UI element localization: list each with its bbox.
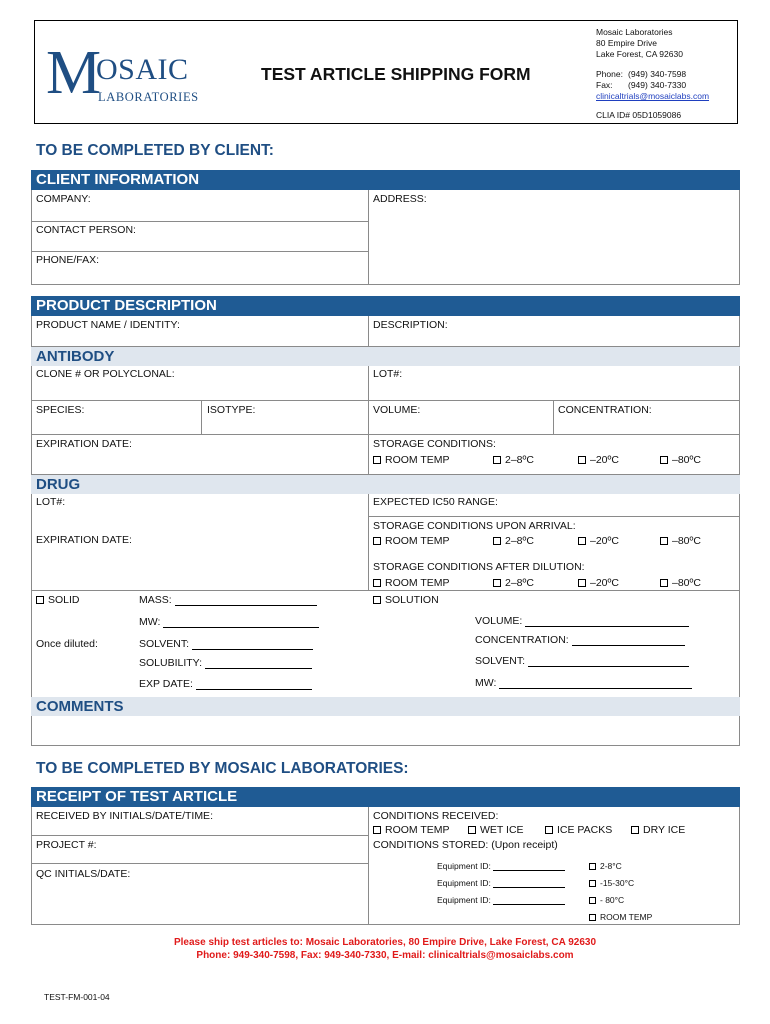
checkbox-icon — [373, 596, 381, 604]
lab-fax-label: Fax: — [596, 80, 613, 90]
ship-instructions: Please ship test articles to: Mosaic Laboratories, 80 Empire Drive, Lake Forest, CA 92630 — [173, 937, 597, 948]
solution-mw-field[interactable]: MW: — [475, 677, 692, 689]
antibody-storage-minus-80[interactable]: –80ºC — [660, 454, 701, 466]
receipt-section — [31, 787, 740, 925]
checkbox-icon — [660, 537, 668, 545]
mosaic-heading: TO BE COMPLETED BY MOSAIC LABORATORIES: — [36, 760, 409, 777]
entry-line — [528, 656, 689, 667]
lab-phone: (949) 340-7598 — [628, 69, 687, 79]
drug-lot-field[interactable]: LOT#: — [36, 496, 66, 508]
client-heading: TO BE COMPLETED BY CLIENT: — [36, 142, 274, 159]
entry-line — [493, 861, 565, 871]
antibody-storage-minus-20[interactable]: –20ºC — [578, 454, 619, 466]
project-field[interactable]: PROJECT #: — [36, 839, 97, 851]
received-wet-ice[interactable]: WET ICE — [468, 824, 524, 836]
checkbox-icon — [493, 537, 501, 545]
phone-fax-field[interactable]: PHONE/FAX: — [36, 254, 100, 266]
checkbox-icon — [493, 456, 501, 464]
lab-address-line: Mosaic Laboratories — [596, 27, 673, 37]
antibody-concentration-field[interactable]: CONCENTRATION: — [558, 404, 652, 416]
checkbox-icon — [545, 826, 553, 834]
entry-line — [163, 617, 319, 628]
contact-person-field[interactable]: CONTACT PERSON: — [36, 224, 136, 236]
checkbox-icon — [493, 579, 501, 587]
checkbox-icon — [373, 537, 381, 545]
storage-arrival-label: STORAGE CONDITIONS UPON ARRIVAL: — [373, 520, 576, 532]
stored-2-8[interactable]: 2-8°C — [589, 861, 622, 871]
entry-line — [572, 635, 685, 646]
lab-address-line: Lake Forest, CA 92630 — [596, 49, 683, 59]
client-info-bar: CLIENT INFORMATION — [31, 170, 740, 190]
equipment-id-field[interactable]: Equipment ID: — [437, 861, 565, 871]
entry-line — [499, 678, 692, 689]
entry-line — [493, 895, 565, 905]
conditions-received-label: CONDITIONS RECEIVED: — [373, 810, 499, 822]
stored-room-temp[interactable]: ROOM TEMP — [589, 912, 652, 922]
receipt-bar: RECEIPT OF TEST ARTICLE — [31, 787, 740, 807]
solution-solvent-field[interactable]: SOLVENT: — [475, 655, 689, 667]
checkbox-icon — [589, 914, 596, 921]
clone-field[interactable]: CLONE # OR POLYCLONAL: — [36, 368, 175, 380]
antibody-bar: ANTIBODY — [31, 347, 740, 366]
ic50-field[interactable]: EXPECTED IC50 RANGE: — [373, 496, 498, 508]
entry-line — [525, 616, 689, 627]
mw-field[interactable]: MW: — [139, 616, 319, 628]
conditions-stored-label: CONDITIONS STORED: (Upon receipt) — [373, 839, 558, 851]
checkbox-icon — [660, 579, 668, 587]
form-title: TEST ARTICLE SHIPPING FORM — [261, 64, 531, 84]
checkbox-icon — [578, 456, 586, 464]
antibody-storage-2-8[interactable]: 2–8ºC — [493, 454, 534, 466]
antibody-storage-room-temp[interactable]: ROOM TEMP — [373, 454, 450, 466]
logo — [46, 39, 226, 110]
logo-word: OSAIC — [96, 53, 189, 86]
lab-clia: CLIA ID# 05D1059086 — [596, 110, 682, 120]
checkbox-icon — [578, 537, 586, 545]
species-field[interactable]: SPECIES: — [36, 404, 85, 416]
equipment-id-field[interactable]: Equipment ID: — [437, 878, 565, 888]
checkbox-icon — [373, 456, 381, 464]
product-description-bar: PRODUCT DESCRIPTION — [31, 296, 740, 316]
lab-address-line: 80 Empire Drive — [596, 38, 657, 48]
lab-email-link[interactable]: clinicaltrials@mosaiclabs.com — [596, 91, 710, 101]
solution-volume-field[interactable]: VOLUME: — [475, 615, 689, 627]
received-dry-ice[interactable]: DRY ICE — [631, 824, 685, 836]
equipment-id-field[interactable]: Equipment ID: — [437, 895, 565, 905]
product-name-field[interactable]: PRODUCT NAME / IDENTITY: — [36, 319, 180, 331]
drug-bar: DRUG — [31, 475, 740, 494]
checkbox-icon — [373, 579, 381, 587]
solution-concentration-field[interactable]: CONCENTRATION: — [475, 634, 685, 646]
entry-line — [493, 878, 565, 888]
company-field[interactable]: COMPANY: — [36, 193, 91, 205]
mass-field[interactable]: MASS: — [139, 594, 317, 606]
solid-checkbox[interactable]: SOLID — [36, 594, 80, 606]
entry-line — [175, 595, 317, 606]
arrival-2-8[interactable]: 2–8ºC — [493, 535, 534, 547]
antibody-expiration-field[interactable]: EXPIRATION DATE: — [36, 438, 132, 450]
entry-line — [196, 679, 312, 690]
qc-initials-field[interactable]: QC INITIALS/DATE: — [36, 868, 131, 880]
antibody-lot-field[interactable]: LOT#: — [373, 368, 403, 380]
checkbox-icon — [36, 596, 44, 604]
arrival-minus-80[interactable]: –80ºC — [660, 535, 701, 547]
ship-contact: Phone: 949-340-7598, Fax: 949-340-7330, E-mail: clinicaltrials@mosaiclabs.com — [196, 950, 574, 961]
storage-dilution-label: STORAGE CONDITIONS AFTER DILUTION: — [373, 561, 585, 573]
checkbox-icon — [578, 579, 586, 587]
arrival-room-temp[interactable]: ROOM TEMP — [373, 535, 450, 547]
checkbox-icon — [660, 456, 668, 464]
logo-subword: LABORATORIES — [98, 90, 199, 104]
dilution-room-temp[interactable]: ROOM TEMP — [373, 577, 450, 589]
lab-phone-label: Phone: — [596, 69, 623, 79]
address-field[interactable]: ADDRESS: — [373, 193, 427, 205]
dilution-minus-80[interactable]: –80ºC — [660, 577, 701, 589]
drug-expiration-field[interactable]: EXPIRATION DATE: — [36, 534, 132, 546]
received-room-temp[interactable]: ROOM TEMP — [373, 824, 450, 836]
antibody-volume-field[interactable]: VOLUME: — [373, 404, 421, 416]
stored-minus-80[interactable]: - 80°C — [589, 895, 624, 905]
antibody-storage-label: STORAGE CONDITIONS: — [373, 438, 496, 450]
once-diluted-label: Once diluted: — [36, 638, 98, 650]
checkbox-icon — [373, 826, 381, 834]
checkbox-icon — [589, 897, 596, 904]
form-id: TEST-FM-001-04 — [44, 992, 110, 1002]
solvent-field[interactable]: SOLVENT: — [139, 638, 313, 650]
entry-line — [192, 639, 313, 650]
checkbox-icon — [468, 826, 476, 834]
comments-bar: COMMENTS — [31, 697, 740, 716]
checkbox-icon — [589, 863, 596, 870]
solution-checkbox[interactable]: SOLUTION — [373, 594, 439, 606]
checkbox-icon — [589, 880, 596, 887]
entry-line — [205, 658, 312, 669]
dilution-minus-20[interactable]: –20ºC — [578, 577, 619, 589]
stored-minus-15-30[interactable]: -15-30°C — [589, 878, 634, 888]
received-by-field[interactable]: RECEIVED BY INITIALS/DATE/TIME: — [36, 810, 213, 822]
logo-initial: M — [46, 39, 102, 107]
arrival-minus-20[interactable]: –20ºC — [578, 535, 619, 547]
description-field[interactable]: DESCRIPTION: — [373, 319, 448, 331]
isotype-field[interactable]: ISOTYPE: — [207, 404, 256, 416]
lab-fax: (949) 340-7330 — [628, 80, 687, 90]
checkbox-icon — [631, 826, 639, 834]
dilution-2-8[interactable]: 2–8ºC — [493, 577, 534, 589]
received-ice-packs[interactable]: ICE PACKS — [545, 824, 612, 836]
exp-date-field[interactable]: EXP DATE: — [139, 678, 312, 690]
solubility-field[interactable]: SOLUBILITY: — [139, 657, 312, 669]
